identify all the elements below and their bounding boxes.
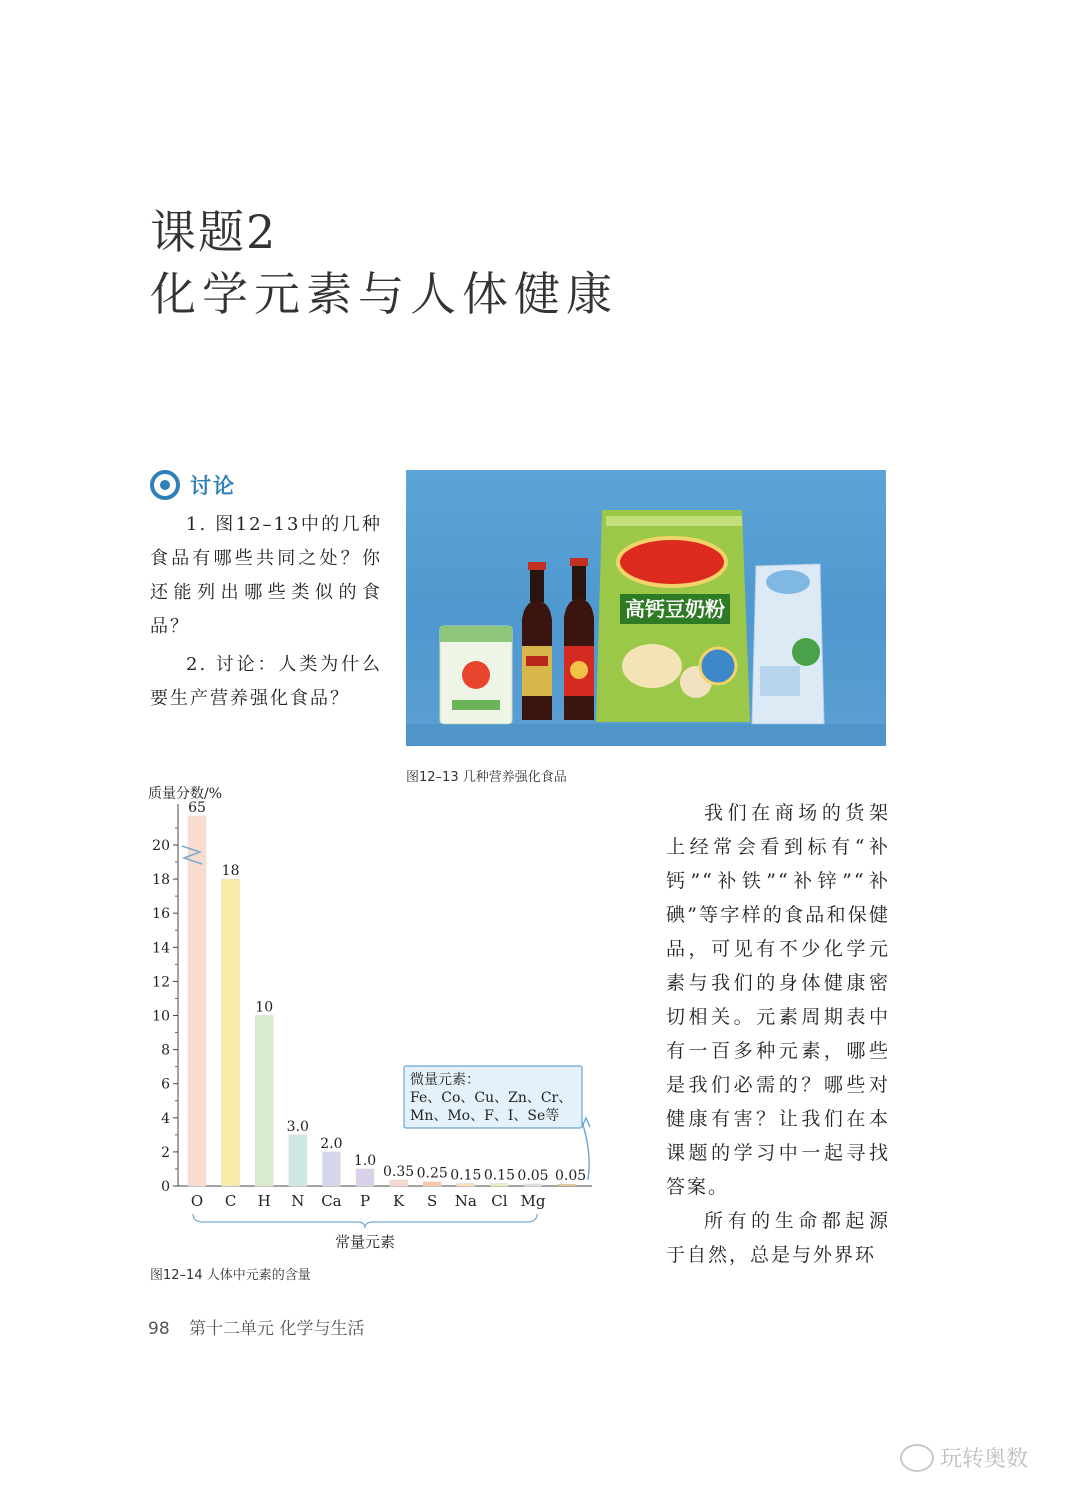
bar-Na [457, 1183, 475, 1186]
value-label-S: 0.25 [416, 1165, 448, 1182]
body-paragraph-1: 我们在商场的货架上经常会看到标有“补钙”“补铁”“补锌”“补碘”等字样的食品和保健品，可见有不少化学元素与我们的身体健康密切相关。元素周期表中有一百多种元素，哪些是我们必需的？哪些对健康有害？让我们在本课题的学习中一起寻找答案。 [666, 802, 890, 1198]
x-tick-label-H: H [257, 1192, 271, 1210]
element-content-chart [140, 782, 600, 1252]
x-tick-label-Na: Na [454, 1192, 477, 1210]
value-label-Ca: 2.0 [320, 1135, 343, 1152]
x-tick-label-P: P [359, 1192, 371, 1210]
lesson-number: 课题2 [150, 205, 278, 259]
lesson-title: 化学元素与人体健康 [150, 267, 618, 321]
value-label-Mg: 0.05 [517, 1168, 549, 1184]
trace-elements-line-2: Mn、Mo、F、I、Se等 [410, 1108, 560, 1124]
y-tick-label: 0 [161, 1179, 170, 1195]
value-label-Cl: 0.15 [483, 1167, 515, 1184]
y-tick-label: 18 [152, 872, 170, 889]
trace-elements-line-1: Fe、Co、Cu、Zn、Cr、 [410, 1090, 573, 1106]
discussion-questions [150, 508, 382, 716]
bar-N [289, 1135, 307, 1186]
x-tick-label-Cl: Cl [491, 1192, 508, 1210]
value-label-P: 1.0 [353, 1152, 377, 1169]
bar-S [423, 1182, 441, 1186]
bar-Cl [490, 1183, 508, 1186]
bar-Ca [322, 1152, 340, 1186]
value-label-O: 65 [188, 800, 206, 816]
element-content-chart-svg [140, 782, 600, 1252]
x-tick-label-N: N [291, 1192, 305, 1210]
y-tick-label: 2 [161, 1144, 170, 1161]
bar-H [255, 1016, 273, 1187]
value-label-K: 0.35 [383, 1164, 415, 1181]
x-tick-label-Ca: Ca [321, 1192, 342, 1210]
y-tick-label: 12 [152, 974, 170, 991]
product-label: 高钙豆奶粉 [625, 597, 725, 621]
bar-O [188, 816, 206, 1186]
value-label-C: 18 [221, 863, 240, 880]
unit-title: 第十二单元 化学与生活 [189, 1319, 365, 1339]
page-number: 98 [148, 1319, 170, 1339]
x-tick-label-Mg: Mg [520, 1192, 546, 1210]
trace-elements-arrowhead [582, 1118, 590, 1127]
bar-trace [558, 1184, 576, 1186]
discussion-header [150, 470, 236, 500]
y-tick-label: 8 [161, 1042, 170, 1059]
watermark [900, 1442, 1028, 1473]
major-elements-label: 常量元素 [334, 1233, 396, 1251]
trace-elements-title: 微量元素： [410, 1072, 480, 1088]
page-footer [148, 1314, 364, 1339]
bar-Mg [524, 1184, 542, 1186]
body-text [666, 796, 890, 1272]
y-axis-label: 质量分数/% [148, 786, 223, 802]
y-tick-label: 4 [161, 1110, 170, 1127]
major-elements-bracket [193, 1214, 537, 1228]
value-label-Na: 0.15 [450, 1167, 482, 1184]
food-photo [406, 470, 886, 746]
y-tick-label: 16 [152, 906, 170, 923]
x-tick-label-C: C [224, 1192, 237, 1210]
value-label-trace: 0.05 [555, 1168, 587, 1184]
value-label-H: 10 [255, 999, 274, 1016]
chart-caption: 图12–14 人体中元素的含量 [150, 1268, 311, 1283]
bar-P [356, 1169, 374, 1186]
discussion-icon [150, 470, 180, 500]
food-photo-illustration [406, 470, 886, 746]
body-paragraph-2: 所有的生命都起源于自然，总是与外界环 [666, 1210, 890, 1266]
x-tick-label-S: S [427, 1192, 438, 1210]
photo-caption: 图12–13 几种营养强化食品 [406, 770, 567, 785]
bar-C [222, 879, 240, 1186]
y-tick-label: 20 [152, 838, 170, 854]
y-tick-label: 6 [161, 1076, 170, 1093]
wechat-icon [900, 1444, 934, 1472]
discussion-question-2: 2. 讨论：人类为什么要生产营养强化食品？ [150, 654, 382, 709]
value-label-N: 3.0 [286, 1118, 309, 1135]
y-tick-label: 14 [152, 940, 170, 957]
x-tick-label-K: K [392, 1192, 405, 1210]
watermark-text: 玩转奥数 [940, 1447, 1029, 1472]
y-tick-label: 10 [152, 1008, 170, 1025]
bar-K [390, 1180, 408, 1186]
x-tick-label-O: O [190, 1192, 204, 1210]
discussion-label: 讨论 [190, 474, 236, 498]
discussion-question-1: 1. 图12–13中的几种食品有哪些共同之处？你还能列出哪些类似的食品？ [150, 514, 382, 637]
